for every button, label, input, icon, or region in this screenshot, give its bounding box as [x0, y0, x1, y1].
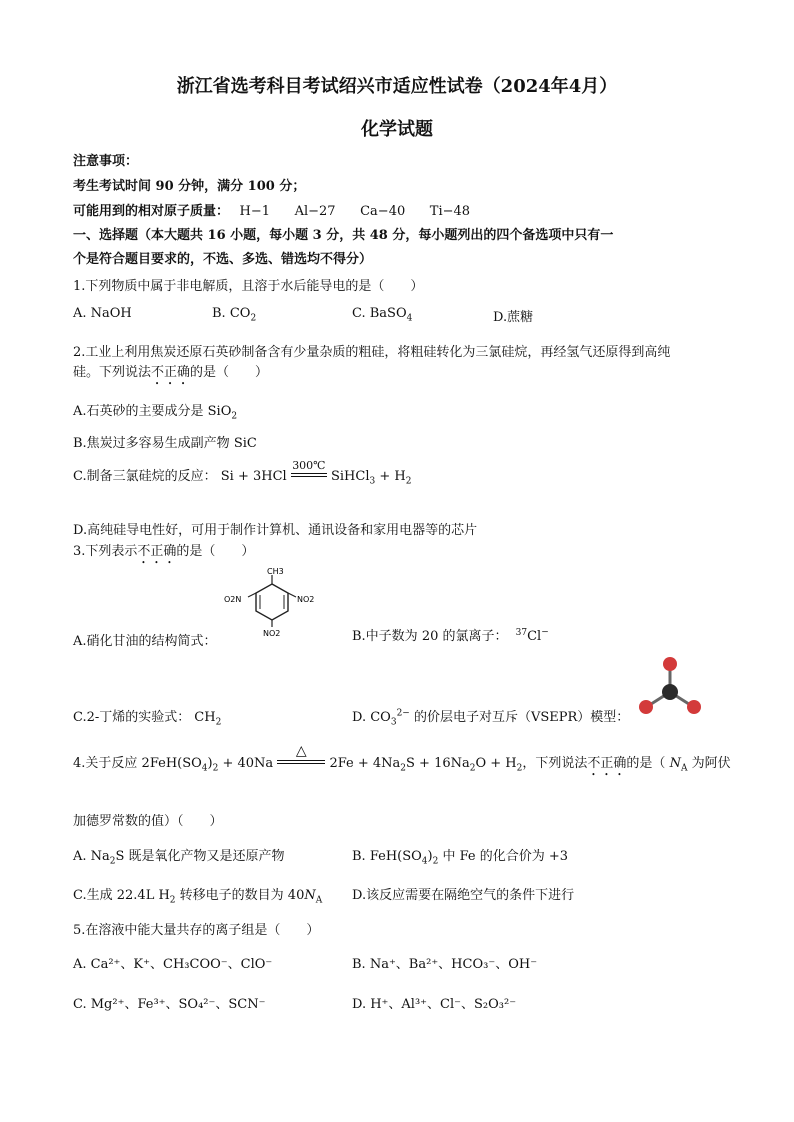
reaction-heat-arrow: △ — [277, 744, 325, 764]
molecule-structure-image — [222, 566, 322, 638]
mol-label-no2-bottom: NO2 — [263, 629, 281, 638]
exam-title: 浙江省选考科目考试绍兴市适应性试卷（2024年4月） — [176, 76, 618, 97]
q5-option-b: B. Na⁺、Ba²⁺、HCO₃⁻、OH⁻ — [352, 957, 538, 972]
q3-option-c: C.2-丁烯的实验式： $CH_2$ — [73, 710, 222, 728]
q4-option-b: B. $FeH(SO_4)_2$ 中 Fe 的化合价为 +3 — [352, 849, 569, 867]
q5-option-c: C. Mg²⁺、Fe³⁺、SO₄²⁻、SCN⁻ — [73, 997, 266, 1012]
q1-option-c: C. BaSO$_4$ — [352, 306, 413, 324]
section-heading-line1: 一、选择题（本大题共 16 小题，每小题 3 分，共 48 分，每小题列出的四个备选项中只有一 — [73, 228, 614, 243]
q5-option-a: A. Ca²⁺、K⁺、CH₃COO⁻、ClO⁻ — [73, 957, 273, 972]
q2-option-b: B.焦炭过多容易生成副产物 SiC — [73, 436, 257, 451]
mol-label-no2-left: O2N — [224, 595, 242, 604]
q3-option-a: A.硝化甘油的结构简式： — [73, 634, 217, 649]
notes-heading: 注意事项： — [73, 154, 139, 169]
reaction-condition-arrow: 300℃ — [291, 460, 327, 477]
q4-stem-line2: 加德罗常数的值）（ ） — [73, 814, 223, 829]
q2-option-d: D.高纯硅导电性好，可用于制作计算机、通讯设备和家用电器等的芯片 — [73, 523, 478, 538]
notes-atomic-masses — [73, 200, 470, 219]
atomic-mass-al: Al−27 — [294, 204, 336, 219]
oxygen-atom-right — [687, 700, 701, 714]
oxygen-atom-top — [663, 657, 677, 671]
q5-stem: 5.在溶液中能大量共存的离子组是（ ） — [73, 923, 320, 938]
q1-option-d: D.蔗糖 — [493, 310, 534, 325]
q2-option-c: C.制备三氯硅烷的反应： Si + 3HCl 300℃ SiHCl$_3$ + $H_2$ — [73, 459, 412, 487]
mol-label-ch3: CH3 — [267, 567, 284, 576]
exam-subtitle: 化学试题 — [361, 119, 433, 140]
q2-stem-line1: 2.工业上利用焦炭还原石英砂制备含有少量杂质的粗硅，将粗硅转化为三氯硅烷，再经氢气还原得到高纯 — [73, 345, 671, 360]
q1-stem: 1.下列物质中属于非电解质，且溶于水后能导电的是（ ） — [73, 279, 424, 294]
atomic-mass-ca: Ca−40 — [360, 204, 406, 219]
carbonate-vsepr-model-image — [636, 654, 706, 720]
carbon-atom-center — [662, 684, 678, 700]
q4-stem-line1: 4.关于反应 $2FeH(SO_4)_2 + 40Na$ △ $2Fe + 4Na_2S + 16Na_2O + H_2$，下列说法不正确的是（ $N_A$ 为阿伏 — [73, 742, 731, 774]
section-heading-line2: 个是符合题目要求的，不选、多选、错选均不得分） — [73, 252, 373, 267]
oxygen-atom-left — [639, 700, 653, 714]
q4-option-d: D.该反应需要在隔绝空气的条件下进行 — [352, 888, 575, 903]
atomic-mass-ti: Ti−48 — [429, 204, 471, 219]
q5-option-d: D. H⁺、Al³⁺、Cl⁻、S₂O₃²⁻ — [352, 997, 517, 1012]
q1-option-b: B. $CO_2$ — [212, 306, 257, 324]
notes-time: 考生考试时间 90 分钟，满分 100 分； — [73, 179, 306, 194]
atomic-mass-h: H−1 — [239, 204, 271, 219]
q2-option-a: A.石英砂的主要成分是 SiO$_2$ — [73, 404, 238, 422]
q1-option-a: A. NaOH — [73, 306, 132, 321]
q2-stem-line2: 硅。下列说法不正确的是（ ） — [73, 365, 269, 380]
atomic-mass-label: 可能用到的相对原子质量： — [73, 204, 230, 219]
q3-option-b: B.中子数为 20 的氯离子： $^{37}$Cl− — [352, 627, 549, 644]
q4-option-c: C.生成 22.4L $H_2$ 转移电子的数目为 $40N_A$ — [73, 888, 323, 906]
q3-stem: 3.下列表示不正确的是（ ） — [73, 544, 255, 559]
q3-option-d: D. $CO_3^{2-}$ 的价层电子对互斥（VSEPR）模型： — [352, 708, 630, 728]
mol-label-no2-right: NO2 — [297, 595, 315, 604]
q4-option-a: A. $Na_2S$ 既是氧化产物又是还原产物 — [73, 849, 285, 867]
